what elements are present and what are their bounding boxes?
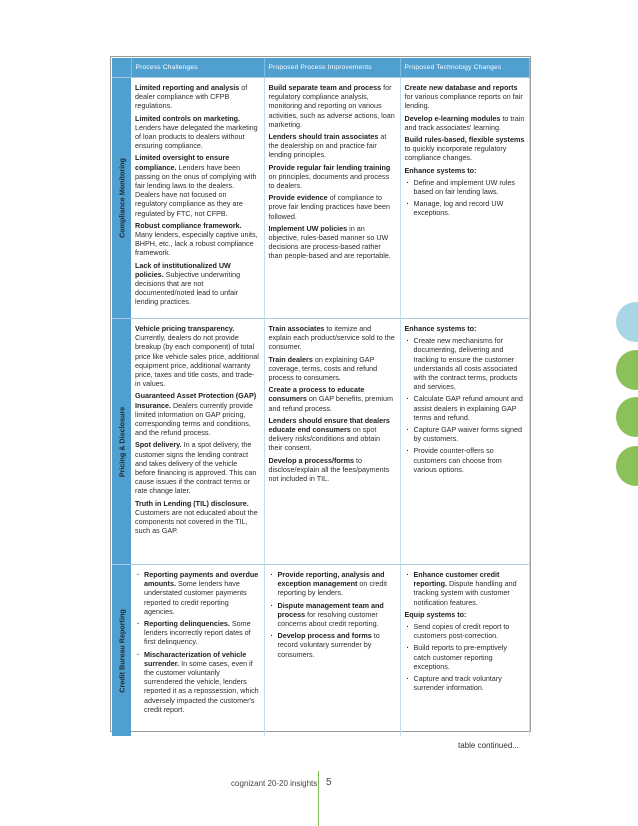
technology-item: Enhance systems to:: [404, 324, 477, 333]
footer-divider: [318, 771, 319, 826]
challenge-item: Limited oversight to ensure compliance. Lenders have been passing on the onus of complying with fair lending laws to the dealers. Dealers have not focused on regulatory compliance as they are regulated by FTC, not CFPB.: [135, 153, 257, 218]
row-label: Compliance Monitoring: [116, 158, 126, 238]
footer-brand: cognizant 20-20 insights: [231, 779, 318, 788]
list-item: · Send copies of credit report to customers post-correction.: [414, 622, 525, 640]
table-row-compliance-monitoring: [112, 78, 529, 319]
table-row-credit-bureau-reporting: [112, 565, 529, 737]
improvement-bullet-list: [269, 570, 396, 659]
technology-bullet-list: [405, 622, 525, 692]
process-table: [112, 58, 530, 736]
improvement-item: Provide evidence of compliance to prove fair lending practices have been followed.: [268, 193, 390, 221]
challenge-item: Limited reporting and analysis of dealer compliance with CFPB regulations.: [135, 83, 248, 111]
decorative-circle-blue: [616, 302, 638, 342]
technology-bullet-list: [405, 336, 525, 474]
list-item: · Dispute management team and process for resolving customer concerns about credit reporting.: [278, 601, 396, 629]
improvement-item: Build separate team and process for regulatory compliance analysis, monitoring and reporting on various activities, such as adverse actions, loan marketing.: [268, 83, 395, 129]
challenge-item: Vehicle pricing transparency. Currently, dealers do not provide breakup (by each component) of total price like vehicle sales price, additional equipment price, additional warranty price, taxes and title costs, and trade-in values.: [135, 324, 259, 389]
improvement-item: Train associates to itemize and explain each product/service sold to the consumer.: [268, 324, 395, 352]
decorative-circle-green: [616, 446, 638, 486]
technology-item: Enhance systems to:: [404, 165, 477, 175]
technology-top-bullet-list: [405, 570, 525, 607]
list-item: · Calculate GAP refund amount and assist dealers in explaining GAP terms and refund.: [414, 394, 525, 422]
challenge-item: Robust compliance framework. Many lenders, especially captive units, BHPH, etc., lack a robust compliance framework.: [135, 220, 258, 258]
improvements-cell: [264, 78, 400, 319]
technology-heading: Equip systems to:: [404, 609, 467, 619]
improvement-item: Lenders should train associates at the dealership on and practice fair lending principles.: [268, 132, 387, 160]
table-header-row: [112, 58, 529, 78]
technology-item: Develop e-learning modules to train and track associates' learning.: [404, 113, 525, 132]
technology-cell: [400, 78, 529, 319]
row-label-cell: [112, 78, 131, 319]
list-item: · Capture and track voluntary surrender information.: [414, 674, 525, 692]
technology-cell: [400, 565, 529, 737]
list-item: · Capture GAP waiver forms signed by customers.: [414, 425, 525, 443]
challenge-item: Lack of institutionalized UW policies. Subjective underwriting decisions that are not documented/noted lead to unfair lending practices.: [135, 260, 241, 307]
technology-cell: [400, 319, 529, 565]
list-item: · Provide counter-offers so customers can choose from various options.: [414, 446, 525, 474]
list-item: · Reporting delinquencies. Some lenders incorrectly report dates of first delinquency.: [144, 619, 260, 647]
row-label-cell: [112, 565, 131, 737]
improvement-item: Provide regular fair lending training on principles, documents and process to dealers.: [268, 162, 391, 191]
list-item: · Create new mechanisms for documenting, delivering and tracking to ensure the customer understands all costs associated with the contract terms, products and services.: [414, 336, 525, 391]
header-technology-changes: Proposed Technology Changes: [400, 58, 529, 78]
improvements-cell: [264, 319, 400, 565]
challenge-item: Limited controls on marketing. Lenders have delegated the marketing of loan products to dealers without ensuring compliance.: [135, 113, 258, 151]
list-item: · Develop process and forms to record voluntary surrender by consumers.: [278, 631, 396, 659]
list-item: · Define and implement UW rules based on fair lending laws.: [414, 178, 525, 196]
list-item: · Provide reporting, analysis and exception management on credit reporting by lenders.: [278, 570, 396, 598]
list-item: · Mischaracterization of vehicle surrender. In some cases, even if the customer voluntarily surrendered the vehicle, lenders reported it as a repossession, which adversely impacted the customer's credit report.: [144, 650, 260, 714]
header-process-challenges: Process Challenges: [131, 58, 264, 78]
row-label: Credit Bureau Reporting: [116, 608, 126, 693]
challenge-bullet-list: [135, 570, 260, 714]
improvement-item: Train dealers on explaining GAP coverage, terms, costs and refund process to consumers.: [268, 354, 378, 383]
improvement-item: Develop a process/forms to disclose/explain all the fees/payments not included in TIL.: [268, 455, 390, 484]
challenge-item: Truth in Lending (TIL) disclosure. Customers are not educated about the components not covered in the TIL, such as GAP.: [135, 498, 258, 536]
list-item: · Enhance customer credit reporting. Dispute handling and tracking system with customer notification features.: [414, 570, 525, 607]
list-item: · Build reports to pre-emptively catch customer reporting exceptions.: [414, 643, 525, 671]
improvement-item: Implement UW policies in an objective, rules-based manner so UW decisions are process-based rather than people-based and are reportable.: [268, 223, 391, 261]
improvements-cell: [264, 565, 400, 737]
challenge-item: Spot delivery. In a spot delivery, the customer signs the lending contract and takes delivery of the vehicle before financing is approved. This can cause issues if the contract terms or rate change later.: [135, 440, 257, 496]
header-process-improvements: Proposed Process Improvements: [264, 58, 400, 78]
challenges-cell: [131, 319, 264, 565]
improvement-item: Lenders should ensure that dealers educate end consumers on spot delivery risks/conditions and obtain their consent.: [268, 415, 390, 453]
decorative-circle-green: [616, 397, 638, 437]
challenges-cell: [131, 78, 264, 319]
table-continued-note: table continued...: [458, 741, 519, 750]
table-row-pricing-disclosure: [112, 319, 529, 565]
row-label-cell: [112, 319, 131, 565]
technology-item: Create new database and reports for various compliance reports on fair lending.: [404, 83, 523, 111]
row-label: Pricing & Disclosure: [116, 406, 126, 477]
improvement-item: Create a process to educate consumers on GAP benefits, premium and refund process.: [268, 385, 394, 413]
decorative-circle-green: [616, 350, 638, 390]
header-corner: [112, 58, 131, 78]
technology-bullet-list: [405, 178, 525, 218]
list-item: · Manage, log and record UW exceptions.: [414, 199, 525, 217]
page-number: 5: [326, 777, 332, 788]
challenge-item: Guaranteed Asset Protection (GAP) Insurance. Dealers currently provide limited information on GAP pricing, corresponding terms and conditions, and the refund process.: [135, 391, 257, 438]
technology-item: Build rules-based, flexible systems to quickly incorporate regulatory compliance changes.: [404, 135, 525, 163]
challenges-cell: [131, 565, 264, 737]
list-item: · Reporting payments and overdue amounts. Some lenders have understated customer payments reported to credit reporting agencies.: [144, 570, 260, 616]
